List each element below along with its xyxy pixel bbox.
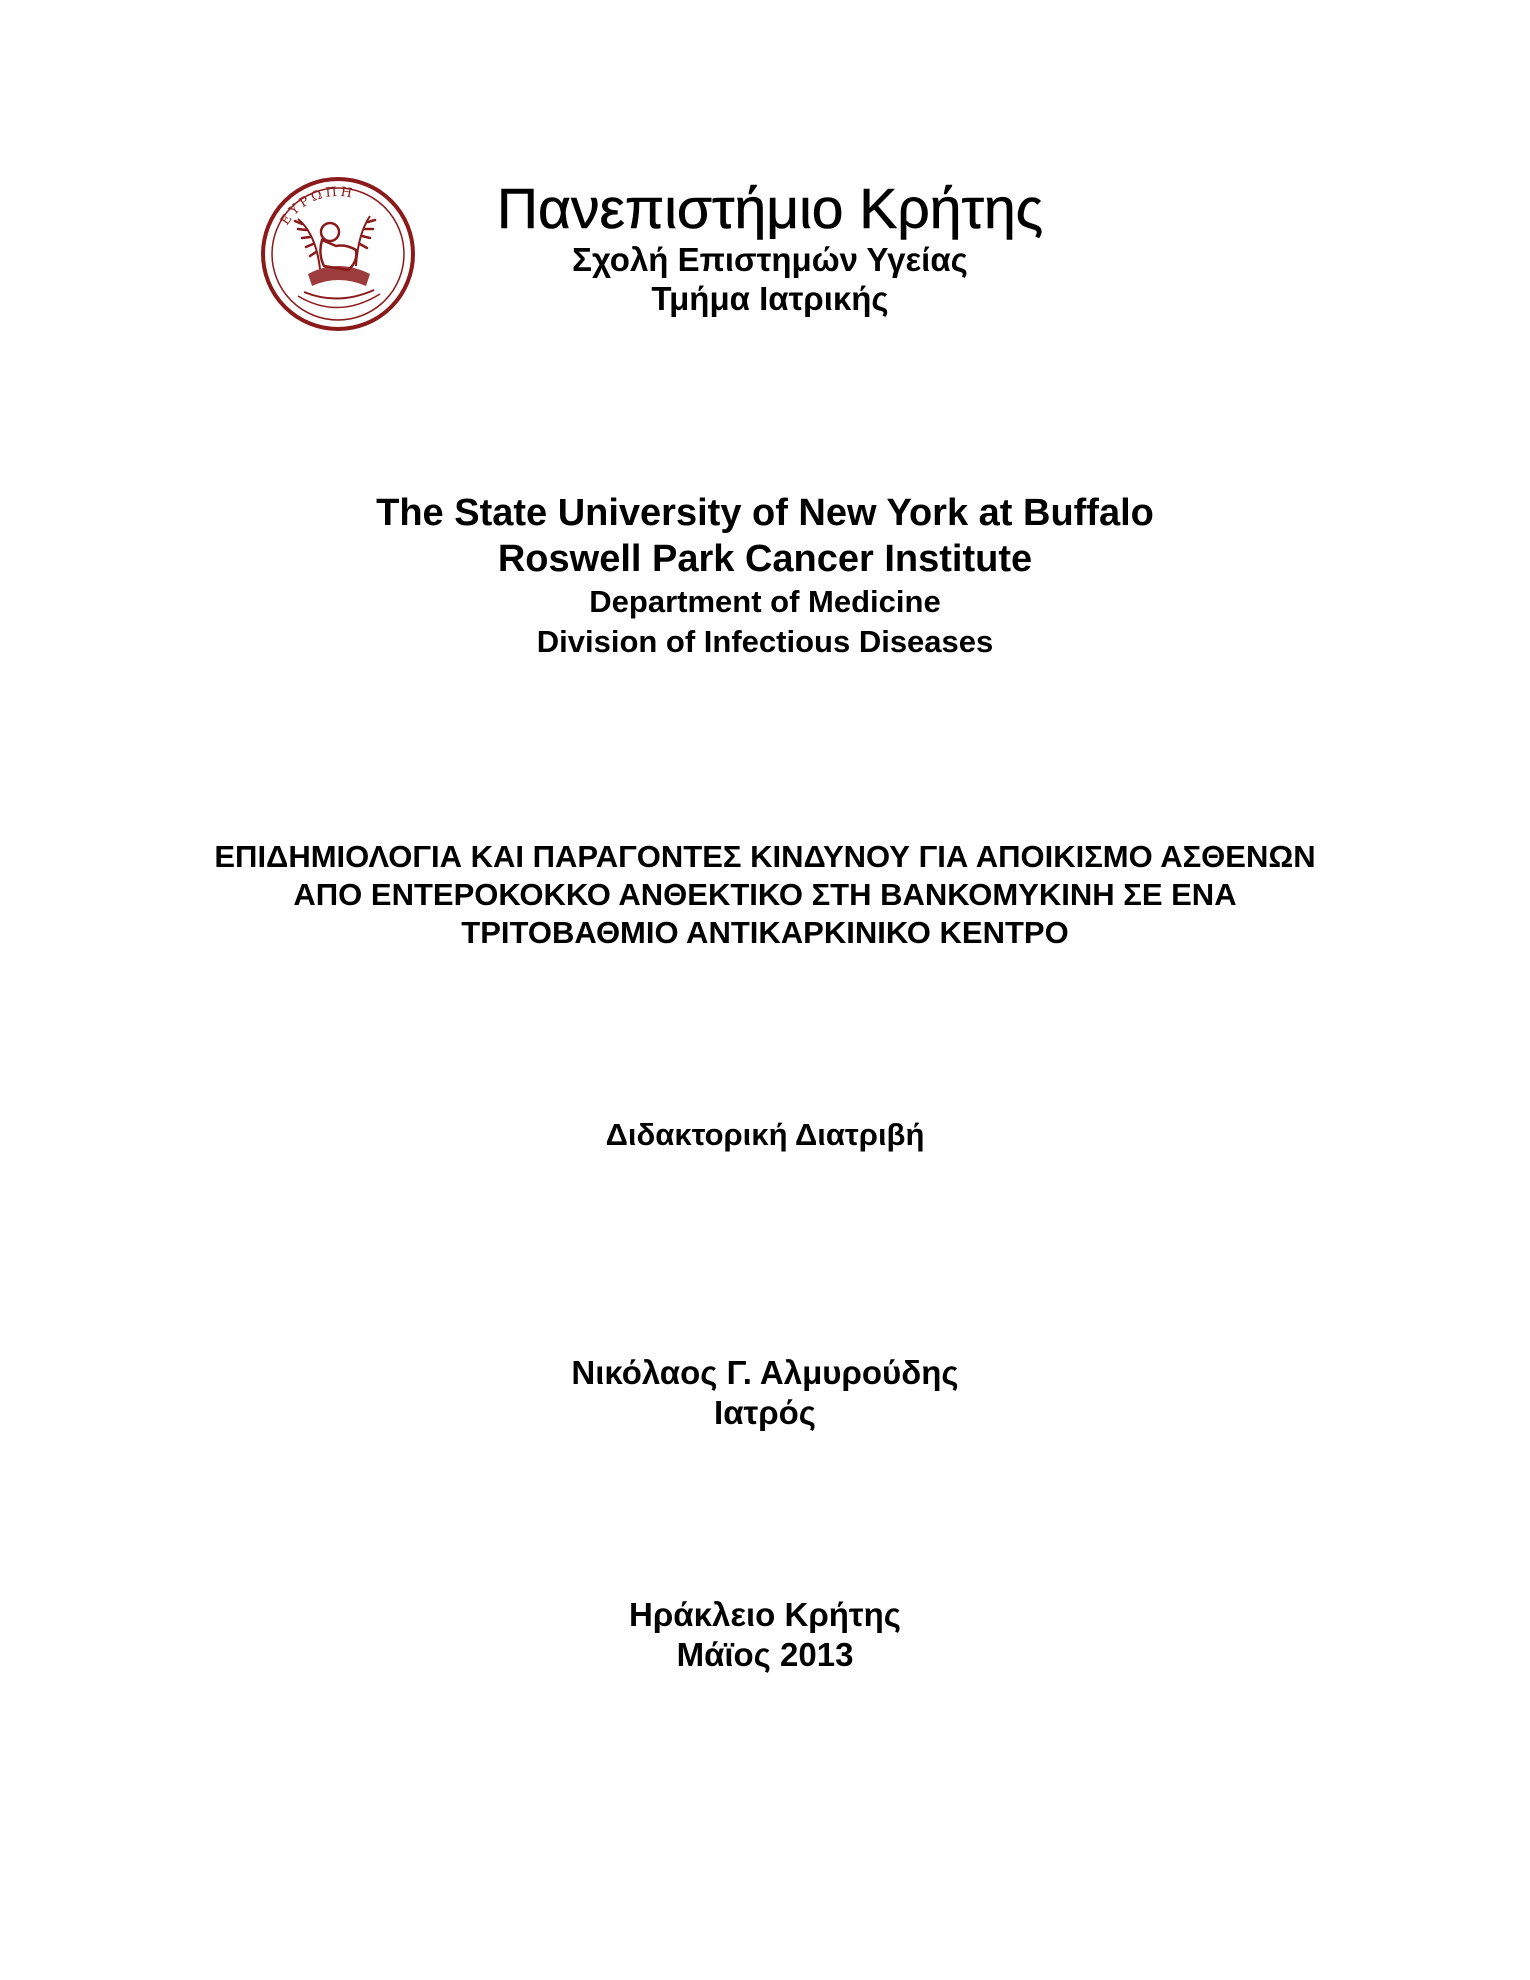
author-title: Ιατρός bbox=[714, 1394, 816, 1431]
partner-division: Division of Infectious Diseases bbox=[536, 624, 994, 659]
partner-institution-block bbox=[0, 490, 1530, 662]
date: Μάϊος 2013 bbox=[676, 1636, 854, 1673]
svg-text:ΕΥΡΩΠΗ bbox=[278, 185, 356, 229]
author-block bbox=[0, 1353, 1530, 1433]
school-name: Σχολή Επιστημών Υγείας bbox=[572, 241, 968, 278]
thesis-title bbox=[0, 838, 1530, 952]
author-name: Νικόλαος Γ. Αλμυρούδης bbox=[571, 1354, 959, 1391]
thesis-title-line: ΕΠΙΔΗΜΙΟΛΟΓΙΑ ΚΑΙ ΠΑΡΑΓΟΝΤΕΣ ΚΙΝΔΥΝΟΥ ΓΙΑ ΑΠΟΙΚΙΣΜΟ ΑΣΘΕΝΩΝ bbox=[214, 839, 1316, 874]
thesis-title-line: ΤΡΙΤΟΒΑΘΜΙΟ ΑΝΤΙΚΑΡΚΙΝΙΚΟ ΚΕΝΤΡΟ bbox=[461, 915, 1069, 950]
university-header bbox=[430, 178, 1110, 318]
university-seal-icon bbox=[258, 174, 418, 334]
partner-department: Department of Medicine bbox=[589, 584, 941, 619]
thesis-title-line: ΑΠΟ ΕΝΤΕΡΟΚΟΚΚΟ ΑΝΘΕΚΤΙΚΟ ΣΤΗ ΒΑΝΚΟΜΥΚΙΝΗ ΣΕ ΕΝΑ bbox=[293, 877, 1237, 912]
university-name: Πανεπιστήμιο Κρήτης bbox=[496, 177, 1044, 241]
partner-university: The State University of New York at Buffalo bbox=[376, 492, 1154, 534]
seal-text: ΕΥΡΩΠΗ bbox=[277, 184, 357, 229]
thesis-type: Διδακτορική Διατριβή bbox=[605, 1117, 925, 1152]
department-name: Τμήμα Ιατρικής bbox=[651, 280, 889, 317]
partner-institute: Roswell Park Cancer Institute bbox=[497, 538, 1033, 580]
place: Ηράκλειο Κρήτης bbox=[629, 1596, 901, 1633]
place-date-block bbox=[0, 1595, 1530, 1675]
thesis-type-block bbox=[0, 1116, 1530, 1154]
